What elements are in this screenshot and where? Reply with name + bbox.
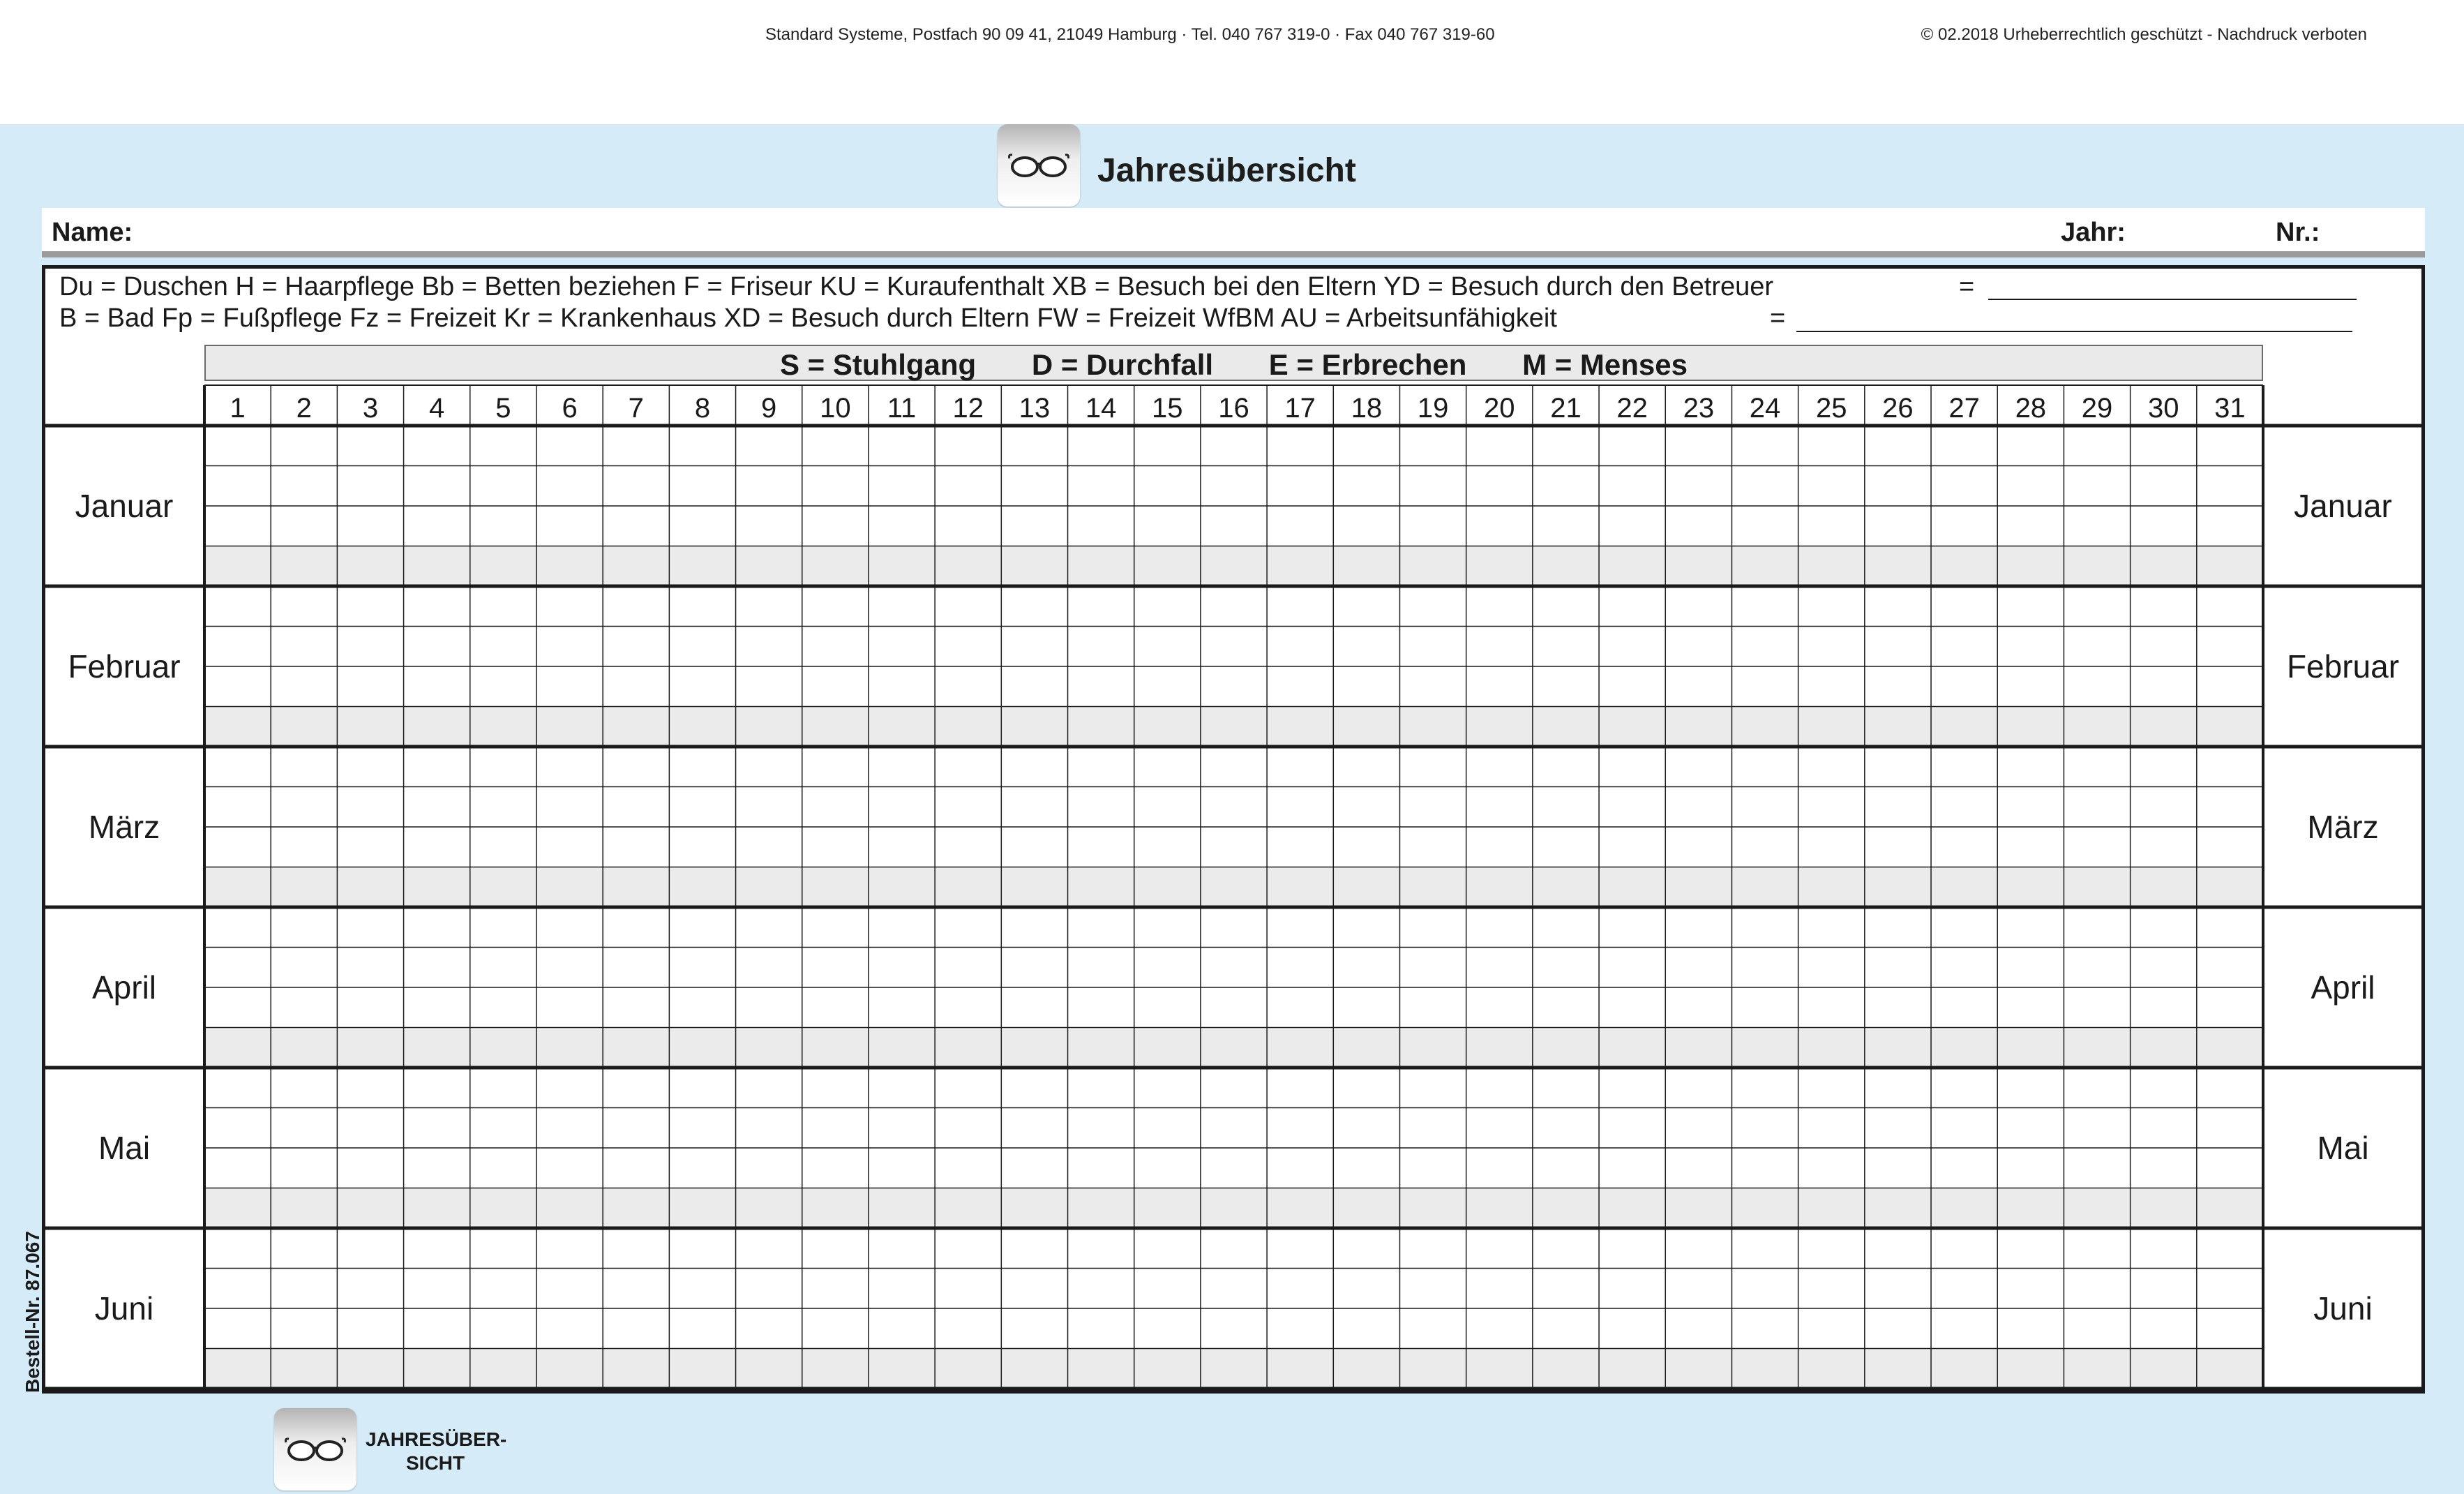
day-number: 27 <box>1948 393 1980 424</box>
shaded-row <box>204 707 2263 747</box>
number-label: Nr.: <box>2276 218 2320 247</box>
day-number: 30 <box>2147 393 2179 424</box>
day-number: 23 <box>1683 393 1715 424</box>
month-label-right: April <box>2311 969 2375 1006</box>
day-number: 19 <box>1417 393 1449 424</box>
month-label-left: März <box>88 809 160 845</box>
day-number: 1 <box>230 393 246 424</box>
month-label-left: Januar <box>75 488 174 524</box>
month-label-right: März <box>2307 809 2379 845</box>
legend-line-2: B = Bad Fp = Fußpflege Fz = Freizeit Kr = Krankenhaus XD = Besuch durch Eltern FW = Freizeit WfBM AU = Arbeitsunfähigkeit <box>59 304 1557 333</box>
code-durchfall: D = Durchfall <box>1031 348 1214 381</box>
publisher-info: Standard Systeme, Postfach 90 09 41, 21049 Hamburg · Tel. 040 767 319-0 · Fax 040 767 319-60 <box>765 25 1495 44</box>
shaded-row <box>204 1349 2263 1389</box>
day-number: 11 <box>887 393 917 424</box>
day-number: 14 <box>1085 393 1117 424</box>
day-number: 9 <box>761 393 777 424</box>
day-number: 3 <box>362 393 379 424</box>
code-stuhlgang: S = Stuhlgang <box>780 348 977 381</box>
day-number: 26 <box>1882 393 1914 424</box>
day-number: 24 <box>1749 393 1781 424</box>
shaded-row <box>204 867 2263 908</box>
footer-label-line-1: JAHRESÜBER- <box>366 1428 507 1450</box>
day-number: 2 <box>296 393 312 424</box>
day-number: 16 <box>1218 393 1249 424</box>
shaded-row <box>204 546 2263 587</box>
order-number: Bestell-Nr. 87.067 <box>22 1231 43 1393</box>
day-number: 18 <box>1351 393 1383 424</box>
page-title: Jahresübersicht <box>1097 152 1356 189</box>
day-number: 28 <box>2015 393 2047 424</box>
year-label: Jahr: <box>2061 218 2126 247</box>
month-label-right: Februar <box>2286 648 2400 685</box>
footer-label <box>366 1428 505 1475</box>
code-erbrechen: E = Erbrechen <box>1268 348 1467 381</box>
month-label-left: April <box>91 969 157 1006</box>
name-label: Name: <box>52 218 133 247</box>
day-number: 22 <box>1616 393 1648 424</box>
month-label-left: Februar <box>68 648 181 685</box>
custom-code-2-equals: = <box>1770 304 1786 333</box>
day-number: 6 <box>562 393 578 424</box>
legend-line-1: Du = Duschen H = Haarpflege Bb = Betten beziehen F = Friseur KU = Kuraufenthalt XB = Besuch bei den Eltern YD = Besuch durch den Betreuer <box>59 272 1774 301</box>
month-label-right: Januar <box>2294 488 2392 524</box>
day-number: 15 <box>1152 393 1183 424</box>
day-number: 17 <box>1284 393 1316 424</box>
shaded-row <box>204 1188 2263 1229</box>
shaded-row <box>204 1028 2263 1068</box>
day-number: 10 <box>820 393 851 424</box>
glasses-icon <box>274 1408 356 1491</box>
month-label-right: Mai <box>2317 1130 2369 1166</box>
month-label-left: Mai <box>98 1130 151 1166</box>
code-menses: M = Menses <box>1522 348 1688 381</box>
custom-code-1-equals: = <box>1959 272 1975 301</box>
day-number: 4 <box>429 393 445 424</box>
footer-label-line-2: SICHT <box>406 1452 465 1474</box>
day-number: 31 <box>2214 393 2246 424</box>
day-number: 29 <box>2081 393 2113 424</box>
day-number: 12 <box>952 393 984 424</box>
day-number: 7 <box>628 393 644 424</box>
day-number: 5 <box>495 393 511 424</box>
copyright-notice: © 02.2018 Urheberrechtlich geschützt - Nachdruck verboten <box>1921 25 2367 44</box>
day-number: 21 <box>1550 393 1582 424</box>
day-number: 20 <box>1484 393 1515 424</box>
month-label-left: Juni <box>94 1290 154 1327</box>
day-number: 25 <box>1815 393 1847 424</box>
day-number: 13 <box>1019 393 1051 424</box>
month-label-right: Juni <box>2313 1290 2373 1327</box>
day-number: 8 <box>694 393 711 424</box>
